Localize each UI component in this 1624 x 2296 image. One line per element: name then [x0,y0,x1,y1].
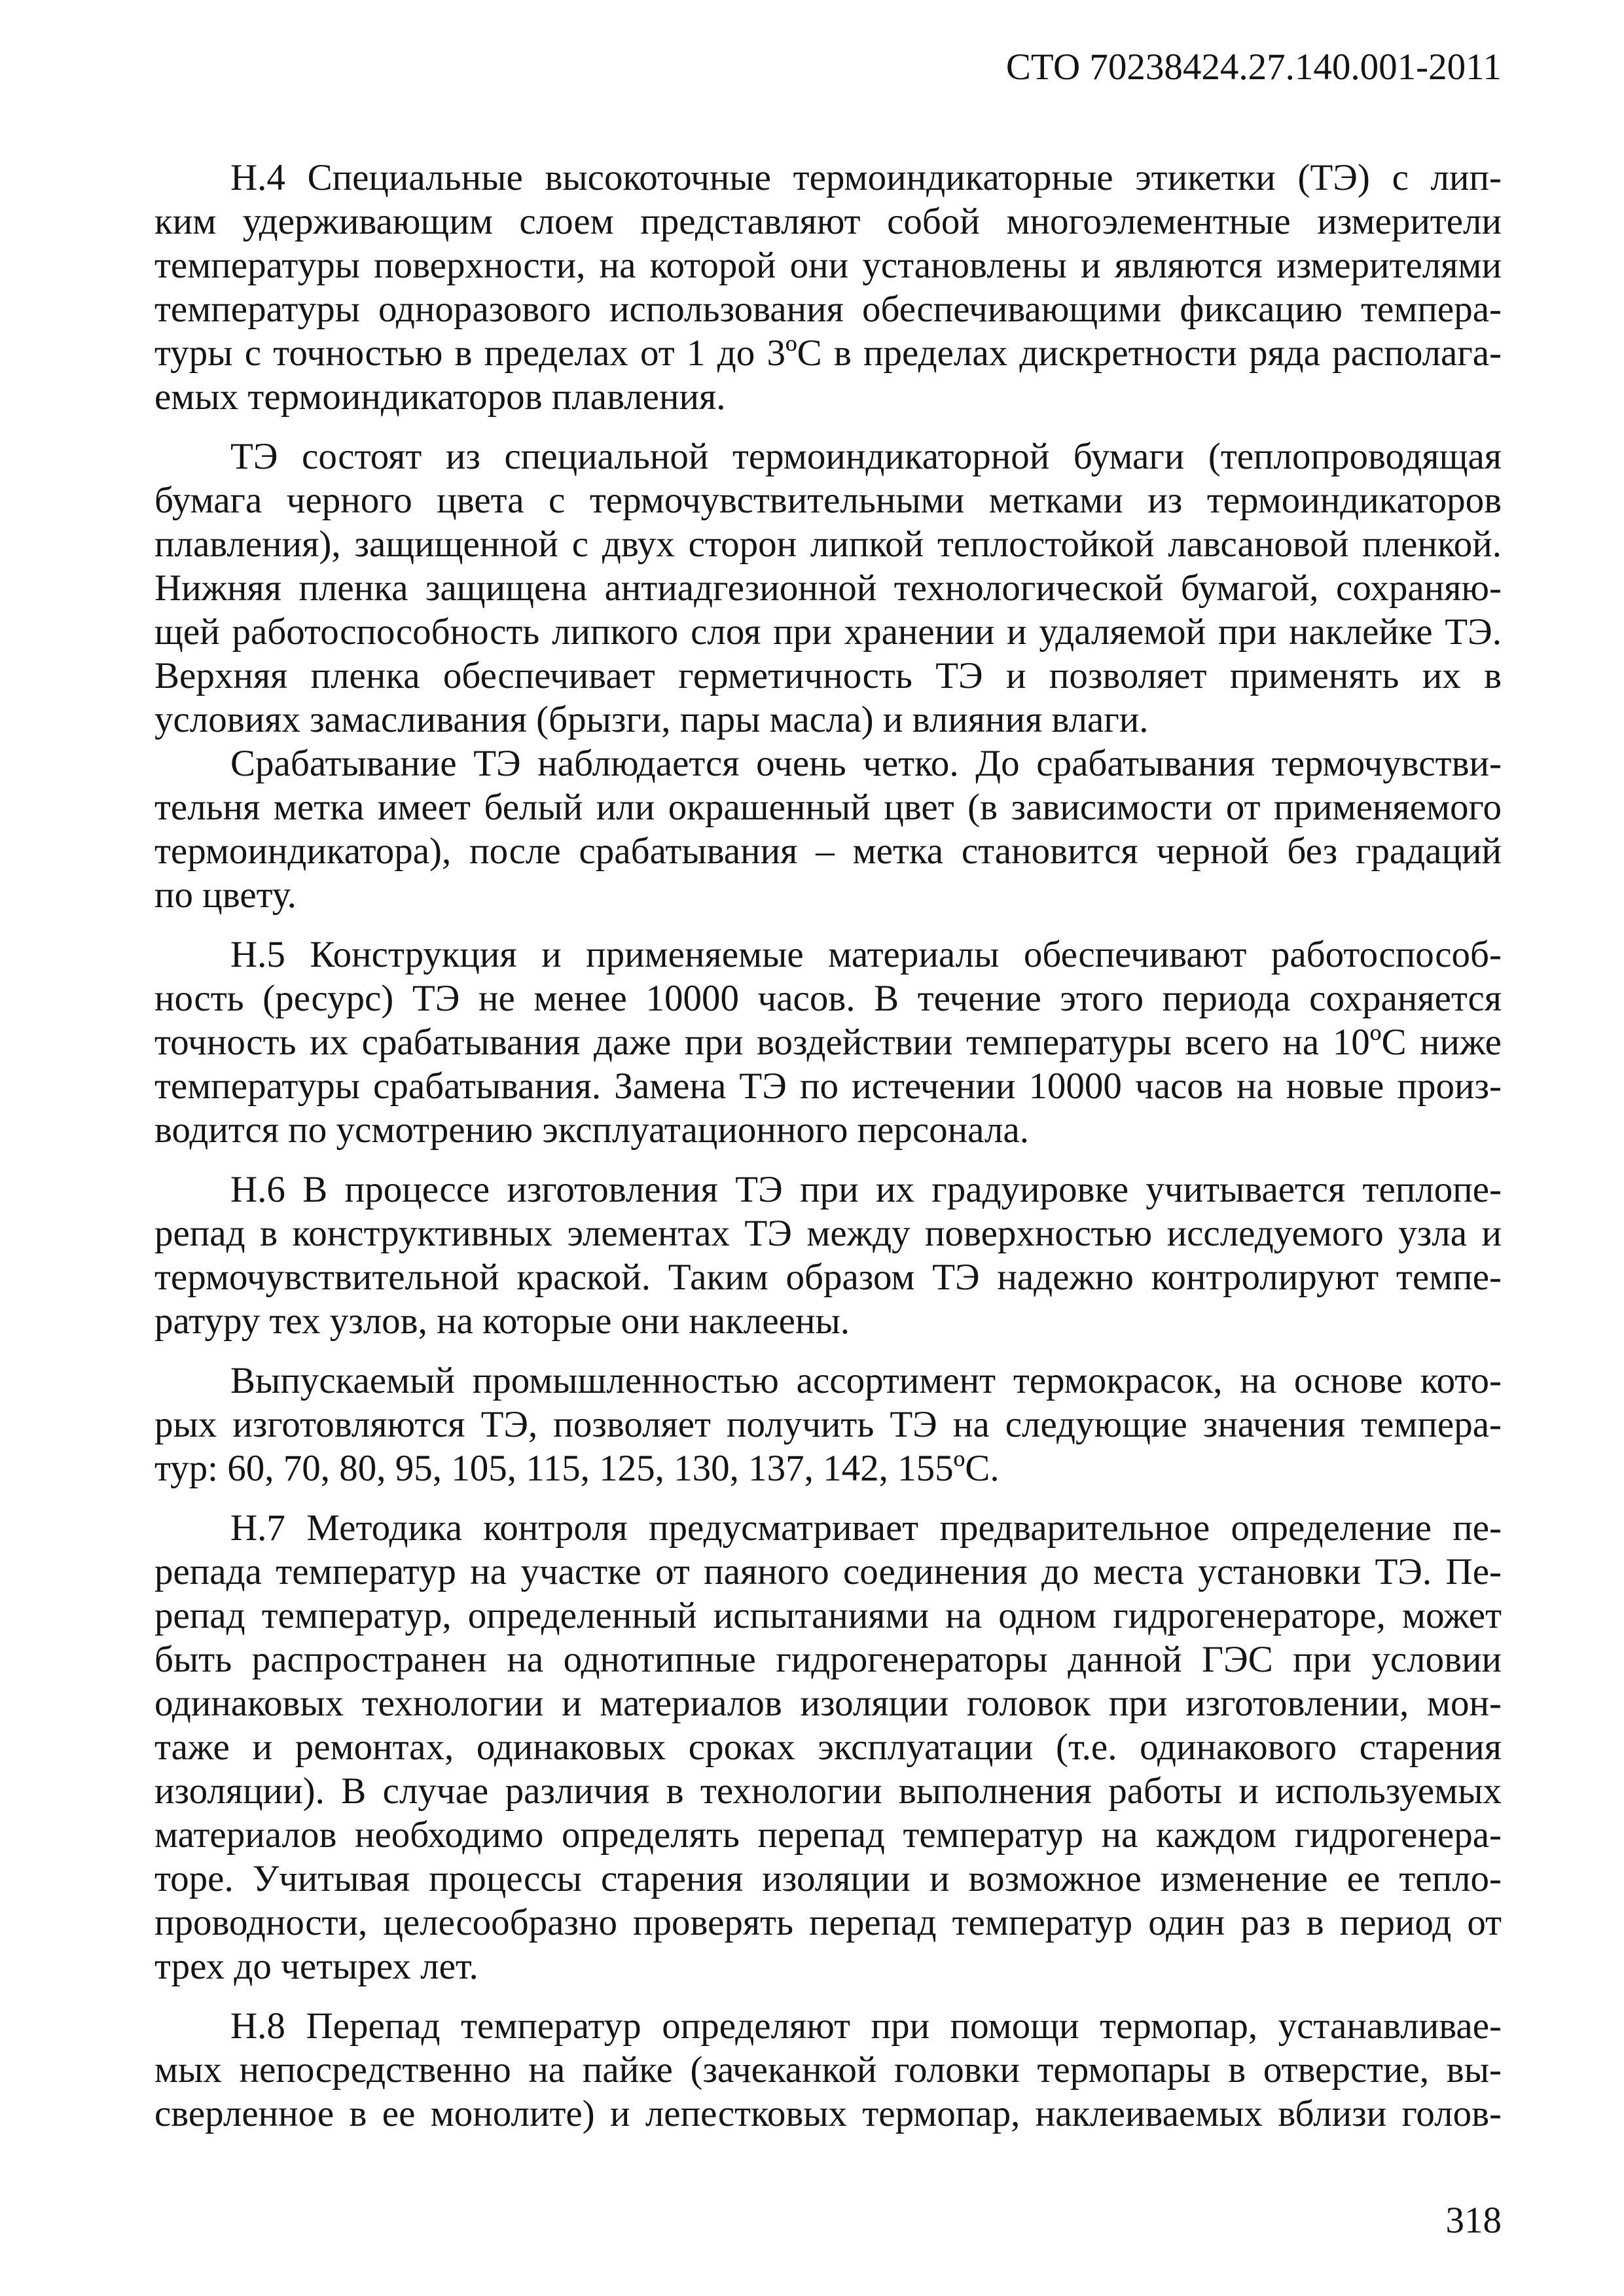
text-line: температуры срабатывания. Замена ТЭ по истечении 10000 часов на новые произ- [154,1066,1502,1107]
text-line: бумага черного цвета с термочувствительными метками из термоиндикаторов [154,480,1502,521]
paragraph-n4 [154,156,1502,419]
text-line: Нижняя пленка защищена антиадгезионной технологической бумагой, сохраняю- [154,567,1502,609]
text-line: ким удерживающим слоем представляют собой многоэлементные измерители [154,201,1502,242]
text-line: трех до четырех лет. [154,1946,478,1987]
text-line: температуры одноразового использования обеспечивающими фиксацию темпера- [154,289,1502,330]
paragraph-n5 [154,933,1502,1152]
text-line: одинаковых технологии и материалов изоляции головок при изготовлении, мон- [154,1683,1502,1724]
text-line: Верхняя пленка обеспечивает герметичность ТЭ и позволяет применять их в [154,655,1502,696]
text-line: материалов необходимо определять перепад температур на каждом гидрогенера- [154,1814,1502,1856]
text-line: таже и ремонтах, одинаковых сроках эксплуатации (т.е. одинакового старения [154,1727,1502,1768]
paragraph-n8 [154,2004,1502,2136]
text-line: репада температур на участке от паяного соединения до места установки ТЭ. Пе- [154,1551,1502,1592]
text-line: мых непосредственно на пайке (зачеканкой головки термопары в отверстие, вы- [154,2049,1502,2090]
text-line: точность их срабатывания даже при воздействии температуры всего на 10ºС ниже [154,1022,1502,1063]
text-line: репад температур, определенный испытаниями на одном гидрогенераторе, может [154,1595,1502,1636]
text-line: проводности, целесообразно проверять перепад температур один раз в период от [154,1902,1502,1943]
text-line: торе. Учитывая процессы старения изоляции и возможное изменение ее тепло- [154,1858,1502,1899]
text-line: Срабатывание ТЭ наблюдается очень четко. До срабатывания термочувстви- [230,743,1502,784]
text-line: Н.6 В процессе изготовления ТЭ при их градуировке учитывается теплопе- [230,1169,1502,1210]
document-body [154,156,1502,2136]
text-line: изоляции). В случае различия в технологии выполнения работы и используемых [154,1770,1502,1812]
text-line: ность (ресурс) ТЭ не менее 10000 часов. В течение этого периода сохраняется [154,978,1502,1019]
paragraph-thermopaint-range [154,1359,1502,1490]
text-line: рых изготовляются ТЭ, позволяет получить ТЭ на следующие значения темпера- [154,1404,1502,1445]
text-line: Н.8 Перепад температур определяют при помощи термопар, устанавливае- [230,2005,1502,2047]
text-line: тур: 60, 70, 80, 95, 105, 115, 125, 130, 137, 142, 155ºС. [154,1448,1000,1489]
text-line: термоиндикатора), после срабатывания – метка становится черной без градаций [154,831,1502,872]
text-line: туры с точностью в пределах от 1 до 3ºС в пределах дискретности ряда располага- [154,332,1502,374]
text-line: ТЭ состоят из специальной термоиндикаторной бумаги (теплопроводящая [230,436,1502,477]
paragraph-te-composition [154,435,1502,742]
text-line: сверленное в ее монолите) и лепестковых термопар, наклеиваемых вблизи голов- [154,2093,1502,2134]
text-line: щей работоспособность липкого слоя при хранении и удаляемой при наклейке ТЭ. [154,611,1502,653]
text-line: условиях замасливания (брызги, пары масла) и влияния влаги. [154,699,1149,740]
paragraph-n6 [154,1168,1502,1343]
paragraph-te-triggering [154,742,1502,917]
text-line: Н.4 Специальные высокоточные термоиндикаторные этикетки (ТЭ) с лип- [230,157,1502,198]
paragraph-n7 [154,1506,1502,1988]
text-line: ратуру тех узлов, на которые они наклеены. [154,1300,850,1342]
text-line: водится по усмотрению эксплуатационного персонала. [154,1109,1029,1151]
page-number: 318 [1445,2200,1502,2241]
text-line: температуры поверхности, на которой они установлены и являются измерителями [154,245,1502,286]
text-line: Н.7 Методика контроля предусматривает предварительное определение пе- [230,1507,1502,1549]
text-line: емых термоиндикаторов плавления. [154,376,726,418]
text-line: Выпускаемый промышленностью ассортимент термокрасок, на основе кото- [230,1360,1502,1401]
text-line: Н.5 Конструкция и применяемые материалы обеспечивают работоспособ- [230,934,1502,975]
document-code-header: СТО 70238424.27.140.001-2011 [1005,46,1502,88]
text-line: плавления), защищенной с двух сторон липкой теплостойкой лавсановой пленкой. [154,524,1502,565]
text-line: репад в конструктивных элементах ТЭ между поверхностью исследуемого узла и [154,1213,1502,1254]
text-line: тельня метка имеет белый или окрашенный цвет (в зависимости от применяемого [154,787,1502,828]
text-line: по цвету. [154,874,297,916]
text-line: термочувствительной краской. Таким образом ТЭ надежно контролируют темпе- [154,1257,1502,1298]
text-line: быть распространен на однотипные гидрогенераторы данной ГЭС при условии [154,1639,1502,1680]
